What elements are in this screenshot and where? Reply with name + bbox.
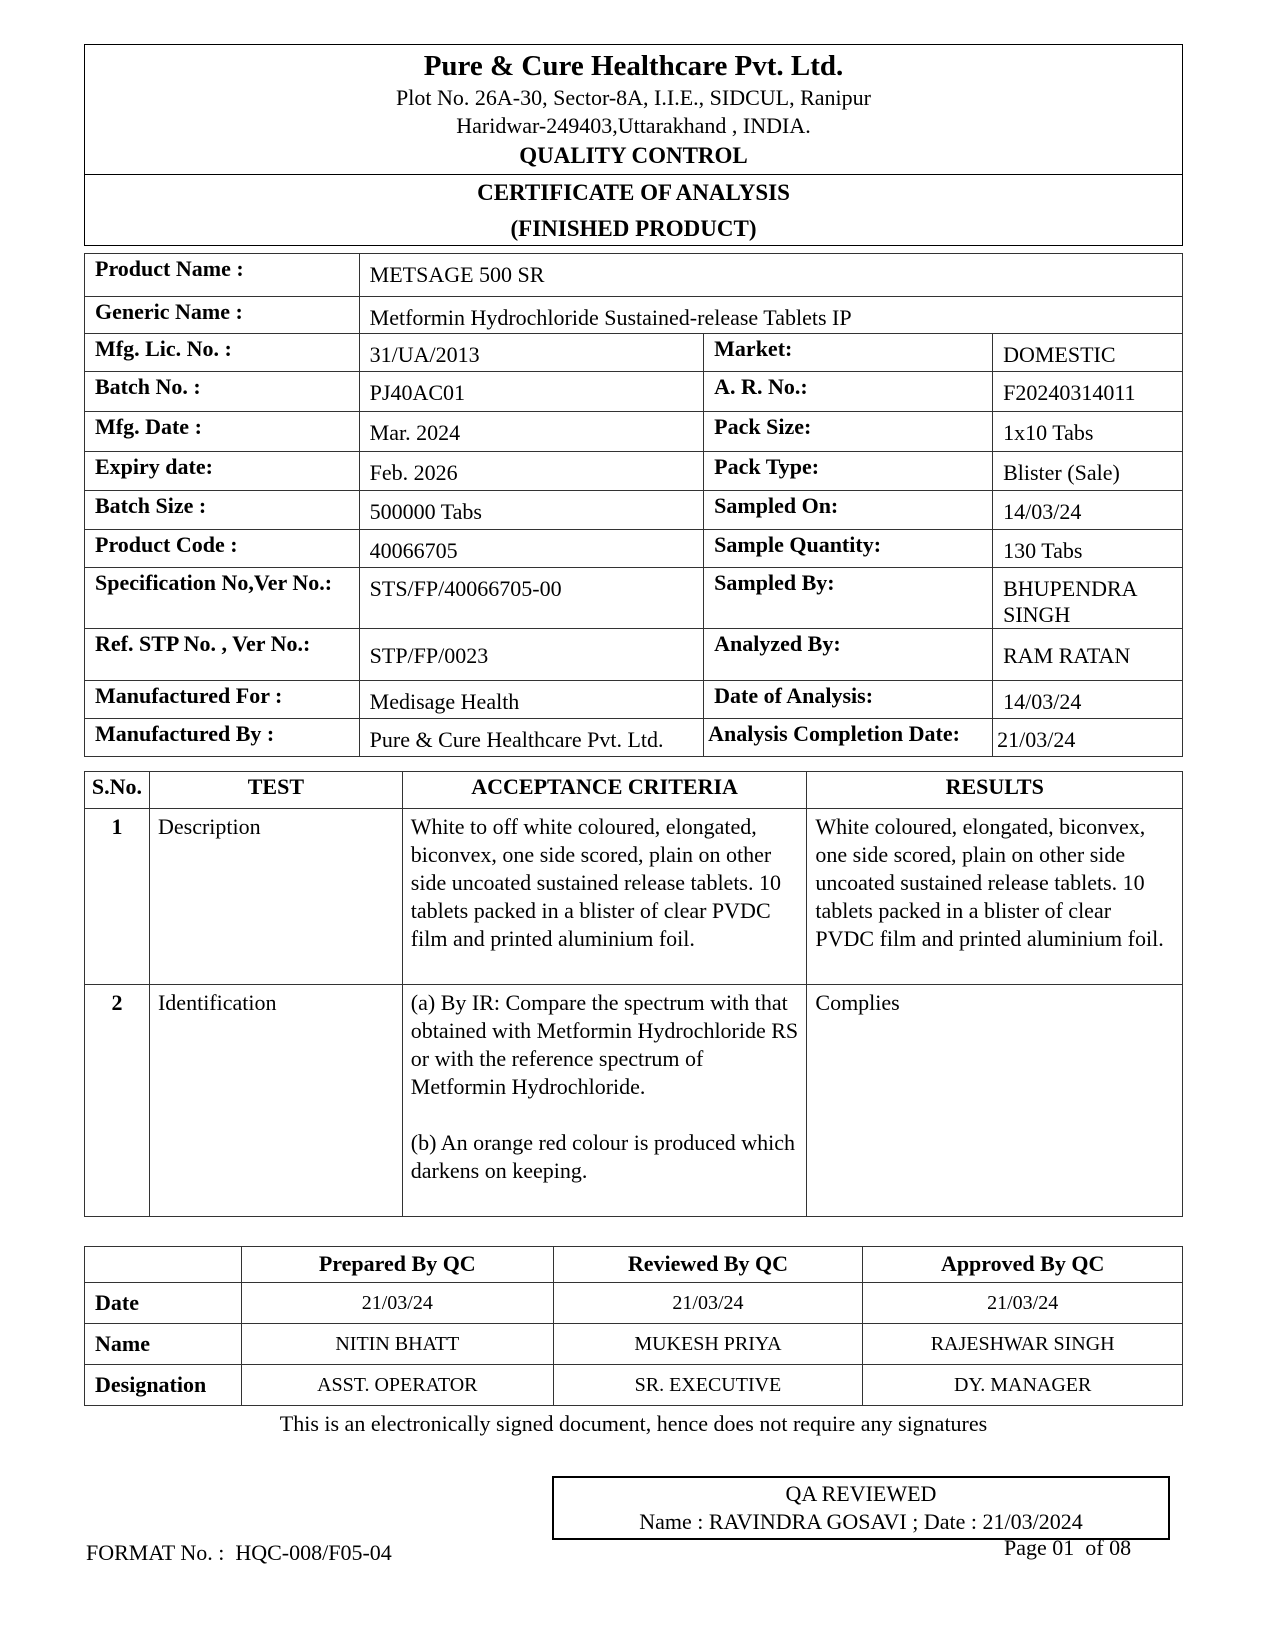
qa-reviewed-title: QA REVIEWED: [785, 1481, 937, 1506]
signoff-header-row: [85, 1247, 1183, 1283]
info-label: Product Code :: [85, 530, 360, 568]
prepared-value: ASST. OPERATOR: [241, 1365, 553, 1406]
column-header: RESULTS: [807, 772, 1183, 809]
info-label: Date of Analysis:: [704, 681, 993, 719]
info-row: [85, 530, 1183, 568]
approved-value: 21/03/24: [863, 1283, 1183, 1324]
info-row: [85, 719, 1183, 757]
criteria-part-a: (a) By IR: Compare the spectrum with that obtained with Metformin Hydrochloride RS or with the reference spectrum of Metformin Hydrochloride.: [410, 990, 799, 1099]
info-label: Sample Quantity:: [704, 530, 993, 568]
reviewed-value: MUKESH PRIYA: [553, 1324, 863, 1365]
test-name: Identification: [149, 985, 402, 1217]
info-value: Feb. 2026: [359, 452, 704, 491]
info-label: Analysis Completion Date:: [704, 719, 993, 757]
info-value: 40066705: [359, 530, 704, 568]
info-value: Mar. 2024: [359, 412, 704, 452]
criteria-part-b: (b) An orange red colour is produced which darkens on keeping.: [410, 1130, 796, 1183]
info-label: Manufactured By :: [85, 719, 360, 757]
info-value: 130 Tabs: [993, 530, 1183, 568]
column-header: ACCEPTANCE CRITERIA: [402, 772, 807, 809]
info-value: Metformin Hydrochloride Sustained-release Tablets IP: [359, 297, 1182, 334]
electronic-signature-note: This is an electronically signed document, hence does not require any signatures: [279, 1411, 988, 1436]
info-value: Blister (Sale): [993, 452, 1183, 491]
info-row: [85, 681, 1183, 719]
signoff-label: Designation: [85, 1365, 242, 1406]
info-row: [85, 491, 1183, 530]
test-criteria: [402, 985, 807, 1217]
qa-reviewed-detail: Name : RAVINDRA GOSAVI ; Date : 21/03/2024: [639, 1509, 1083, 1534]
test-header-row: [85, 772, 1183, 809]
info-label: Product Name :: [85, 254, 360, 297]
info-value: 1x10 Tabs: [993, 412, 1183, 452]
reviewed-value: 21/03/24: [553, 1283, 863, 1324]
info-label: Batch No. :: [85, 372, 360, 412]
info-label: Analyzed By:: [704, 629, 993, 681]
info-label: Sampled On:: [704, 491, 993, 530]
test-sno: 2: [85, 985, 150, 1217]
info-label: A. R. No.:: [704, 372, 993, 412]
info-row: [85, 629, 1183, 681]
test-results-table: [84, 771, 1183, 1217]
info-value: DOMESTIC: [993, 334, 1183, 372]
info-value: STS/FP/40066705-00: [359, 568, 704, 629]
info-label: Sampled By:: [704, 568, 993, 629]
info-value: 500000 Tabs: [359, 491, 704, 530]
signoff-label: Name: [85, 1324, 242, 1365]
format-number: FORMAT No. : HQC-008/F05-04: [86, 1540, 392, 1565]
approved-value: RAJESHWAR SINGH: [863, 1324, 1183, 1365]
info-label: Manufactured For :: [85, 681, 360, 719]
info-row: [85, 334, 1183, 372]
approved-value: DY. MANAGER: [863, 1365, 1183, 1406]
info-label: Generic Name :: [85, 297, 360, 334]
info-value: Medisage Health: [359, 681, 704, 719]
info-row: [85, 568, 1183, 629]
prepared-value: NITIN BHATT: [241, 1324, 553, 1365]
info-value: F20240314011: [993, 372, 1183, 412]
test-name: Description: [149, 809, 402, 985]
signoff-table: [84, 1246, 1183, 1406]
document-subtitle: (FINISHED PRODUCT): [510, 216, 757, 241]
info-row: [85, 412, 1183, 452]
qa-reviewed-box: [552, 1476, 1170, 1540]
info-value: METSAGE 500 SR: [359, 254, 1182, 297]
reviewed-value: SR. EXECUTIVE: [553, 1365, 863, 1406]
info-value: PJ40AC01: [359, 372, 704, 412]
info-label: Pack Type:: [704, 452, 993, 491]
info-label: Mfg. Date :: [85, 412, 360, 452]
address-line-2: Haridwar-249403,Uttarakhand , INDIA.: [456, 113, 811, 138]
test-criteria: White to off white coloured, elongated, biconvex, one side scored, plain on other side uncoated sustained release tablets. 10 tablets packed in a blister of clear PVDC film and printed aluminium foil.: [402, 809, 807, 985]
prepared-value: 21/03/24: [241, 1283, 553, 1324]
signoff-row: [85, 1324, 1183, 1365]
info-value: 31/UA/2013: [359, 334, 704, 372]
info-label: Ref. STP No. , Ver No.:: [85, 629, 360, 681]
info-value: STP/FP/0023: [359, 629, 704, 681]
info-value: RAM RATAN: [993, 629, 1183, 681]
column-header: Reviewed By QC: [553, 1247, 863, 1283]
info-value: 21/03/24: [993, 719, 1183, 757]
address-line-1: Plot No. 26A-30, Sector-8A, I.I.E., SIDCUL, Ranipur: [396, 85, 871, 110]
info-label: Expiry date:: [85, 452, 360, 491]
info-row: [85, 372, 1183, 412]
info-value: Pure & Cure Healthcare Pvt. Ltd.: [359, 719, 704, 757]
info-label: Pack Size:: [704, 412, 993, 452]
document-title: CERTIFICATE OF ANALYSIS: [477, 180, 790, 205]
info-row: [85, 297, 1183, 334]
info-label: Specification No,Ver No.:: [85, 568, 360, 629]
info-value: 14/03/24: [993, 491, 1183, 530]
column-header: [85, 1247, 242, 1283]
column-header: S.No.: [85, 772, 150, 809]
company-name: Pure & Cure Healthcare Pvt. Ltd.: [423, 50, 844, 82]
signoff-row: [85, 1283, 1183, 1324]
page-number: Page 01 of 08: [1004, 1535, 1132, 1560]
info-label: Batch Size :: [85, 491, 360, 530]
test-row: [85, 985, 1183, 1217]
document-title-box: [84, 174, 1183, 246]
test-result: White coloured, elongated, biconvex, one side scored, plain on other side uncoated sustained release tablets. 10 tablets packed in a blister of clear PVDC film and printed aluminium foil.: [807, 809, 1183, 985]
column-header: TEST: [149, 772, 402, 809]
test-row: [85, 809, 1183, 985]
test-sno: 1: [85, 809, 150, 985]
signoff-label: Date: [85, 1283, 242, 1324]
test-result: Complies: [807, 985, 1183, 1217]
signoff-row: [85, 1365, 1183, 1406]
column-header: Prepared By QC: [241, 1247, 553, 1283]
info-label: Market:: [704, 334, 993, 372]
company-header: [84, 44, 1183, 174]
info-value: BHUPENDRA SINGH: [993, 568, 1183, 629]
info-label: Mfg. Lic. No. :: [85, 334, 360, 372]
info-row: [85, 452, 1183, 491]
info-row: [85, 254, 1183, 297]
info-value: 14/03/24: [993, 681, 1183, 719]
department-title: QUALITY CONTROL: [519, 143, 748, 168]
product-info-table: [84, 253, 1183, 757]
column-header: Approved By QC: [863, 1247, 1183, 1283]
